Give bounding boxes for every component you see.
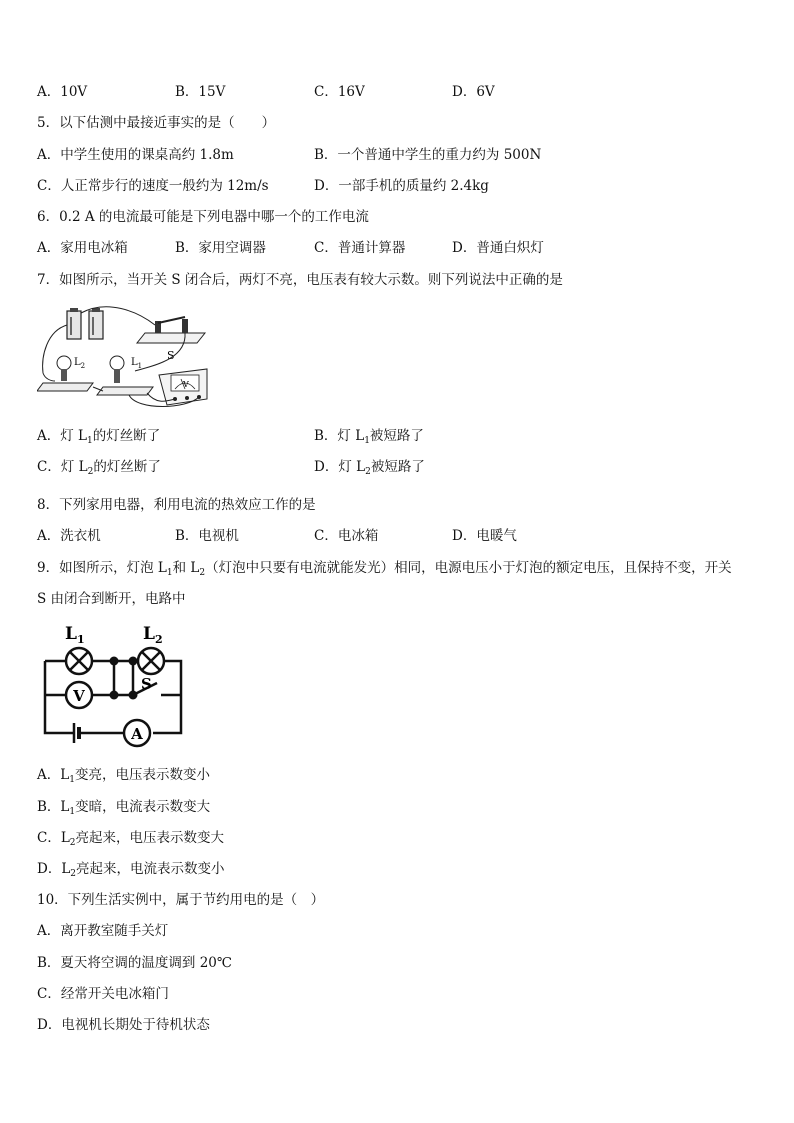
q9-option-b: B．$L_1$变暗，电流表示数变大 — [37, 799, 211, 817]
lamp-l2-icon — [138, 648, 164, 674]
q5-option-b: B．一个普通中学生的重力约为 500N — [314, 147, 542, 163]
q4-option-b: B．15V — [175, 84, 226, 100]
q10-option-d: D．电视机长期处于待机状态 — [37, 1017, 210, 1033]
q9-fig-label-a: A — [131, 725, 143, 743]
q10-option-c: C．经常开关电冰箱门 — [37, 986, 169, 1002]
q7-option-b: B．灯 $L_1$被短路了 — [314, 428, 424, 446]
q8-option-b: B．电视机 — [175, 528, 239, 544]
q8-option-a: A．洗衣机 — [37, 528, 101, 544]
q4-option-c: C．16V — [314, 84, 365, 100]
junction-dot — [110, 657, 119, 666]
q7-fig-label-s: S — [167, 349, 175, 362]
q7-option-c: C．灯 $L_2$的灯丝断了 — [37, 459, 161, 477]
q7-fig-label-l2: $L_2$ — [74, 357, 86, 370]
lamp-l1-icon — [66, 648, 92, 674]
q7-circuit-photo — [37, 301, 209, 411]
q6-option-b: B．家用空调器 — [175, 240, 266, 256]
junction-dot — [110, 691, 119, 700]
q7-option-d: D．灯 $L_2$被短路了 — [314, 459, 425, 477]
q10-option-b: B．夏天将空调的温度调到 20℃ — [37, 955, 232, 971]
q7-option-a: A．灯 $L_1$的灯丝断了 — [37, 428, 161, 446]
q9-fig-label-s: S — [141, 675, 152, 693]
q6-option-d: D．普通白炽灯 — [452, 240, 544, 256]
q9-option-d: D．$L_2$亮起来，电流表示数变小 — [37, 861, 225, 879]
battery-icon — [74, 723, 79, 743]
q7-fig-label-l1: $L_1$ — [131, 357, 143, 370]
q6-option-c: C．普通计算器 — [314, 240, 406, 256]
q8-option-d: D．电暖气 — [452, 528, 517, 544]
q10-stem: 10．下列生活实例中，属于节约用电的是（ ） — [37, 892, 325, 908]
q5-stem: 5．以下估测中最接近事实的是（ ） — [37, 115, 276, 131]
q7-fig-label-v: V — [183, 380, 189, 389]
q9-option-a: A．$L_1$变亮，电压表示数变小 — [37, 767, 210, 785]
q7-stem: 7．如图所示，当开关 S 闭合后，两灯不亮，电压表有较大示数。则下列说法中正确的是 — [37, 272, 563, 288]
q9-stem: 9．如图所示，灯泡 $L_1$和 $L_2$（灯泡中只要有电流就能发光）相同，电源电压小于灯泡的额定电压，且保持不变，开关 — [37, 560, 732, 578]
q9-option-c: C．$L_2$亮起来，电压表示数变大 — [37, 830, 225, 848]
q8-stem: 8．下列家用电器，利用电流的热效应工作的是 — [37, 497, 316, 513]
q9-circuit-diagram — [37, 621, 187, 749]
q9-fig-label-l1: $L_1$ — [65, 624, 85, 646]
q9-stem-line2: S 由闭合到断开，电路中 — [37, 591, 186, 607]
q4-option-d: D．6V — [452, 84, 495, 100]
junction-dot — [129, 691, 138, 700]
q10-option-a: A．离开教室随手关灯 — [37, 923, 169, 939]
junction-dot — [129, 657, 138, 666]
q5-option-a: A．中学生使用的课桌高约 1.8m — [37, 147, 234, 163]
q6-stem: 6．0.2 A 的电流最可能是下列电器中哪一个的工作电流 — [37, 209, 369, 225]
q9-fig-label-l2: $L_2$ — [143, 624, 163, 646]
q5-option-c: C．人正常步行的速度一般约为 12m/s — [37, 178, 269, 194]
q8-option-c: C．电冰箱 — [314, 528, 379, 544]
q9-fig-label-v: V — [73, 687, 85, 705]
q4-option-a: A．10V — [37, 84, 88, 100]
q5-option-d: D．一部手机的质量约 2.4kg — [314, 178, 489, 194]
q6-option-a: A．家用电冰箱 — [37, 240, 128, 256]
